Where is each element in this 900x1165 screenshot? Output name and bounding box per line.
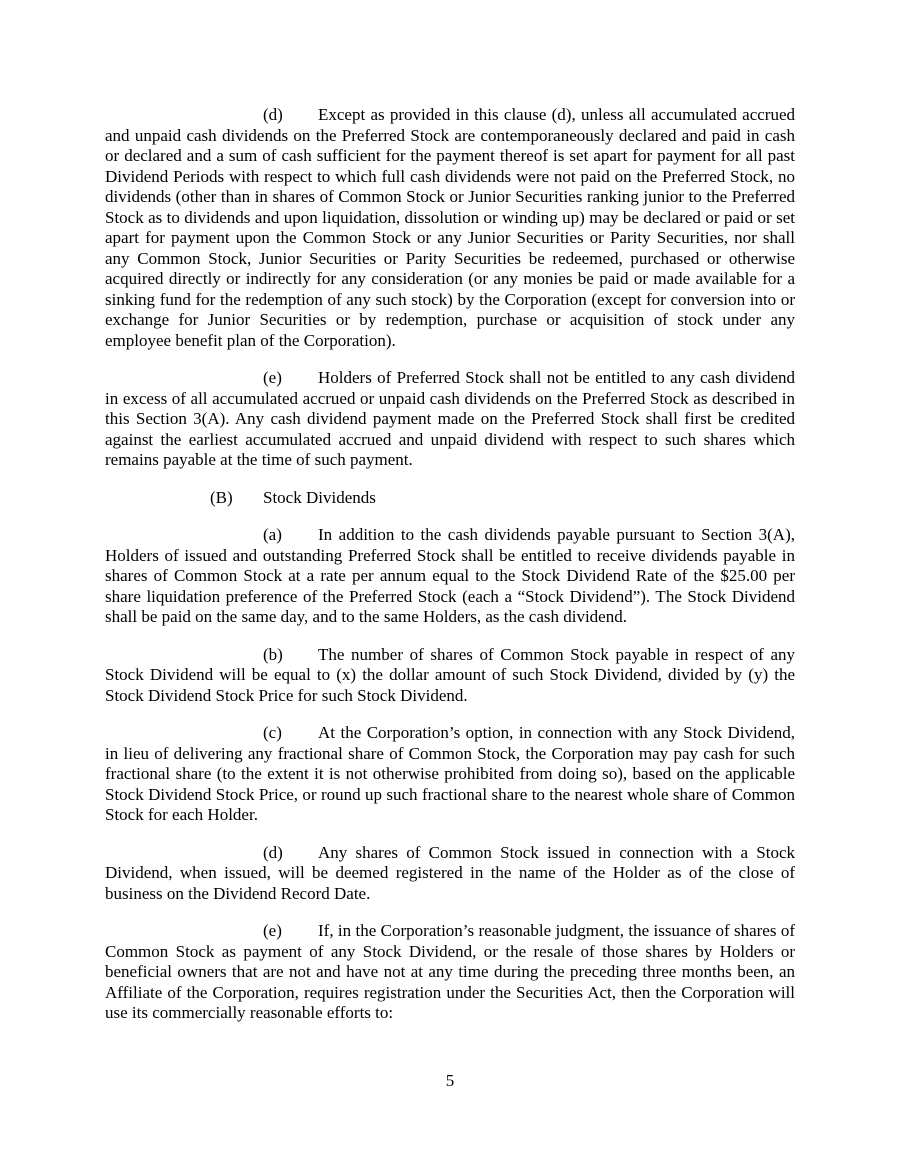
paragraph-text: The number of shares of Common Stock payable in respect of any Stock Dividend will be equal to (x) the dollar amount of such Stock Dividend, divided by (y) the Stock Dividend Stock Price for such Stock Dividend. xyxy=(105,644,795,705)
paragraph-label: (b) xyxy=(263,644,283,664)
paragraph-text: In addition to the cash dividends payable pursuant to Section 3(A), Holders of issued and outstanding Preferred Stock shall be entitled to receive dividends payable in shares of Common Stock at a rate per annum equal to the Stock Dividend Rate of the $25.00 per share liquidation preference of the Preferred Stock (each a “Stock Dividend”). The Stock Dividend shall be paid on the same day, and to the same Holders, as the cash dividend. xyxy=(105,525,795,626)
paragraph-label: (e) xyxy=(263,921,282,940)
paragraph-label: (d) xyxy=(263,105,283,124)
paragraph-text: Except as provided in this clause (d), unless all accumulated accrued and unpaid cash dividends on the Preferred Stock are contemporaneously declared and paid in cash or declared and a sum of cash sufficient for the payment thereof is set apart for payment for all past Dividend Periods with respect to which full cash dividends were not paid on the Preferred Stock, no dividends (other than in shares of Common Stock or Junior Securities ranking junior to the Preferred Stock as to dividends and upon liquidation, dissolution or winding up) may be declared or paid or set apart for payment upon the Common Stock or any Junior Securities or Parity Securities, nor shall any Common Stock, Junior Securities or Parity Securities be redeemed, purchased or otherwise acquired directly or indirectly for any consideration (or any monies be paid or made available for a sinking fund for the redemption of any such stock) by the Corporation (except for conversion into or exchange for Junior Securities or by redemption, purchase or acquisition of stock under any employee benefit plan of the Corporation). xyxy=(105,105,795,350)
heading-label: (B) xyxy=(210,487,233,507)
heading-stock-dividends xyxy=(105,488,795,509)
heading-text: Stock Dividends xyxy=(263,487,376,507)
paragraph-c-fractional-shares xyxy=(105,723,795,826)
page-number: 5 xyxy=(445,1071,455,1090)
paragraph-text: If, in the Corporation’s reasonable judgment, the issuance of shares of Common Stock as payment of any Stock Dividend, or the resale of those shares by Holders or beneficial owners that are not and have not at any time during the preceding three months been, an Affiliate of the Corporation, requires registration under the Securities Act, then the Corporation will use its commercially reasonable efforts to: xyxy=(105,921,795,1022)
paragraph-d-deemed-registration xyxy=(105,843,795,905)
paragraph-label: (a) xyxy=(263,525,282,544)
paragraph-label: (d) xyxy=(263,842,283,862)
paragraph-e-registration-efforts xyxy=(105,921,795,1024)
paragraph-text: At the Corporation’s option, in connection with any Stock Dividend, in lieu of delivering any fractional share of Common Stock, the Corporation may pay cash for such fractional share (to the extent it is not otherwise prohibited from doing so), based on the applicable Stock Dividend Stock Price, or round up such fractional share to the nearest whole share of Common Stock for each Holder. xyxy=(105,723,795,824)
paragraph-e-cash-dividend-limit xyxy=(105,368,795,471)
paragraph-text: Holders of Preferred Stock shall not be entitled to any cash dividend in excess of all accumulated accrued or unpaid cash dividends on the Preferred Stock as described in this Section 3(A). Any cash dividend payment made on the Preferred Stock shall first be credited against the earliest accumulated accrued and unpaid dividend with respect to such shares which remains payable at the time of such payment. xyxy=(105,368,795,469)
document-body xyxy=(105,88,795,1024)
paragraph-b-share-calculation xyxy=(105,645,795,707)
paragraph-label: (e) xyxy=(263,368,282,387)
paragraph-d-dividend-restrictions xyxy=(105,105,795,351)
paragraph-text: Any shares of Common Stock issued in connection with a Stock Dividend, when issued, will be deemed registered in the name of the Holder as of the close of business on the Dividend Record Date. xyxy=(105,842,795,903)
paragraph-a-stock-dividend-entitlement xyxy=(105,525,795,628)
paragraph-label: (c) xyxy=(263,723,282,742)
